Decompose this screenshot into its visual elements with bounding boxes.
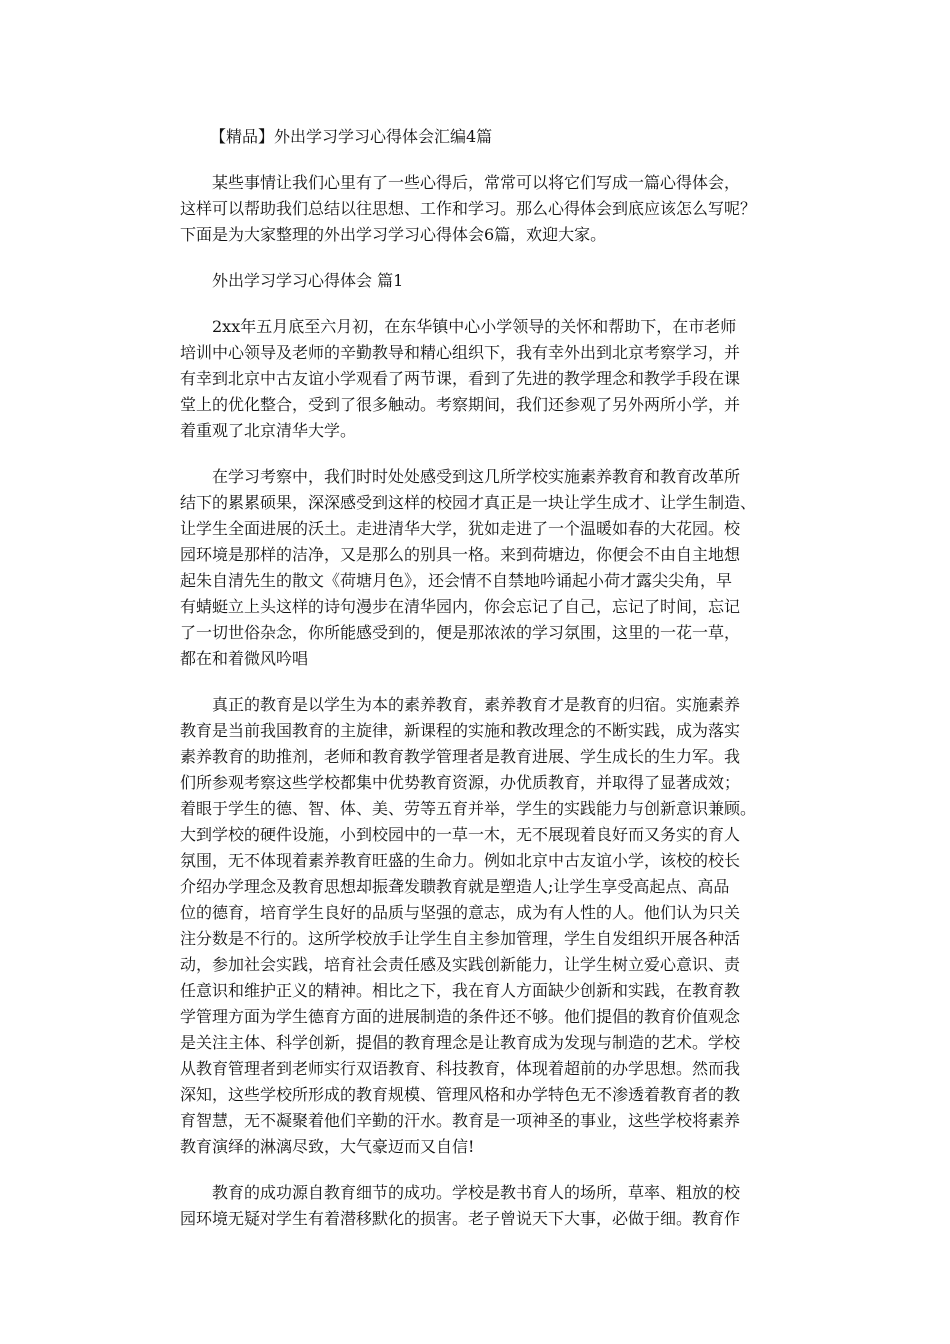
paragraph-line: 起朱自清先生的散文《荷塘月色》，还会情不自禁地吟诵起小荷才露尖尖角，早 [180, 571, 733, 590]
paragraph-line: 有幸到北京中古友谊小学观看了两节课，看到了先进的教学理念和教学手段在课 [180, 369, 741, 388]
paragraph-line: 从教育管理者到老师实行双语教育、科技教育，体现着超前的办学思想。然而我 [180, 1059, 741, 1078]
body-paragraph-3 [180, 692, 780, 1160]
paragraph-line: 素养教育的助推剂，老师和教育教学管理者是教育进展、学生成长的生力军。我 [180, 747, 741, 766]
paragraph-line: 了一切世俗杂念，你所能感受到的，便是那浓浓的学习氛围，这里的一花一草， [180, 623, 741, 642]
paragraph-line: 任意识和维护正义的精神。相比之下，我在育人方面缺少创新和实践，在教育教 [180, 981, 741, 1000]
spacer [180, 248, 780, 268]
paragraph-line: 教育的成功源自教育细节的成功。学校是教书育人的场所，草率、粗放的校 [212, 1183, 741, 1202]
paragraph-line: 着眼于学生的德、智、体、美、劳等五育并举，学生的实践能力与创新意识兼顾。 [180, 799, 757, 818]
paragraph-line: 教育是当前我国教育的主旋律，新课程的实施和教改理念的不断实践，成为落实 [180, 721, 741, 740]
paragraph-line: 介绍办学理念及教育思想却振聋发聩教育就是塑造人;让学生享受高起点、高品 [180, 877, 730, 896]
section-heading [180, 268, 780, 294]
paragraph-line: 氛围，无不体现着素养教育旺盛的生命力。例如北京中古友谊小学，该校的校长 [180, 851, 741, 870]
paragraph-line: 结下的累累硕果，深深感受到这样的校园才真正是一块让学生成才、让学生制造、 [180, 493, 757, 512]
spacer [180, 444, 780, 464]
paragraph-line: 深知，这些学校所形成的教育规模、管理风格和办学特色无不渗透着教育者的教 [180, 1085, 741, 1104]
document-content [180, 124, 780, 1232]
intro-paragraph [180, 170, 780, 248]
intro-line: 某些事情让我们心里有了一些心得后，常常可以将它们写成一篇心得体会， [212, 173, 741, 192]
paragraph-line: 堂上的优化整合，受到了很多触动。考察期间，我们还参观了另外两所小学，并 [180, 395, 741, 414]
paragraph-line: 教育演绎的淋漓尽致，大气豪迈而又自信! [180, 1137, 475, 1156]
body-paragraph-4 [180, 1180, 780, 1232]
body-paragraph-2 [180, 464, 780, 672]
paragraph-line: 注分数是不行的。这所学校放手让学生自主参加管理，学生自发组织开展各种活 [180, 929, 741, 948]
paragraph-line: 学管理方面为学生德育方面的进展制造的条件还不够。他们提倡的教育价值观念 [180, 1007, 741, 1026]
paragraph-line: 动，参加社会实践，培育社会责任感及实践创新能力，让学生树立爱心意识、责 [180, 955, 741, 974]
body-paragraph-1 [180, 314, 780, 444]
spacer [180, 1160, 780, 1180]
paragraph-line: 育智慧，无不凝聚着他们辛勤的汗水。教育是一项神圣的事业，这些学校将素养 [180, 1111, 741, 1130]
paragraph-line: 们所参观考察这些学校都集中优势教育资源，办优质教育，并取得了显著成效； [180, 773, 741, 792]
spacer [180, 672, 780, 692]
paragraph-line: 着重观了北京清华大学。 [180, 421, 357, 440]
paragraph-line: 培训中心领导及老师的辛勤教导和精心组织下，我有幸外出到北京考察学习，并 [180, 343, 741, 362]
paragraph-line: 让学生全面进展的沃土。走进清华大学，犹如走进了一个温暖如春的大花园。校 [180, 519, 741, 538]
paragraph-line: 园环境无疑对学生有着潜移默化的损害。老子曾说天下大事，必做于细。教育作 [180, 1209, 741, 1228]
intro-line: 下面是为大家整理的外出学习学习心得体会6篇，欢迎大家。 [180, 225, 607, 244]
paragraph-line: 在学习考察中，我们时时处处感受到这几所学校实施素养教育和教育改革所 [212, 467, 741, 486]
paragraph-line: 真正的教育是以学生为本的素养教育，素养教育才是教育的归宿。实施素养 [212, 695, 741, 714]
paragraph-line: 都在和着微风吟唱 [180, 649, 309, 668]
document-title: 【精品】外出学习学习心得体会汇编4篇 [210, 127, 493, 146]
spacer [180, 294, 780, 314]
paragraph-line: 大到学校的硬件设施，小到校园中的一草一木，无不展现着良好而又务实的育人 [180, 825, 741, 844]
paragraph-line: 有蜻蜓立上头这样的诗句漫步在清华园内，你会忘记了自己，忘记了时间，忘记 [180, 597, 741, 616]
paragraph-line: 是关注主体、科学创新，提倡的教育理念是让教育成为发现与制造的艺术。学校 [180, 1033, 741, 1052]
paragraph-line: 2xx年五月底至六月初，在东华镇中心小学领导的关怀和帮助下，在市老师 [212, 317, 737, 336]
section-heading-text: 外出学习学习心得体会 篇1 [212, 271, 404, 290]
spacer [180, 150, 780, 170]
paragraph-line: 园环境是那样的洁净，又是那么的别具一格。来到荷塘边，你便会不由自主地想 [180, 545, 741, 564]
paragraph-line: 位的德育，培育学生良好的品质与坚强的意志，成为有人性的人。他们认为只关 [180, 903, 741, 922]
intro-line: 这样可以帮助我们总结以往思想、工作和学习。那么心得体会到底应该怎么写呢？ [180, 199, 757, 218]
